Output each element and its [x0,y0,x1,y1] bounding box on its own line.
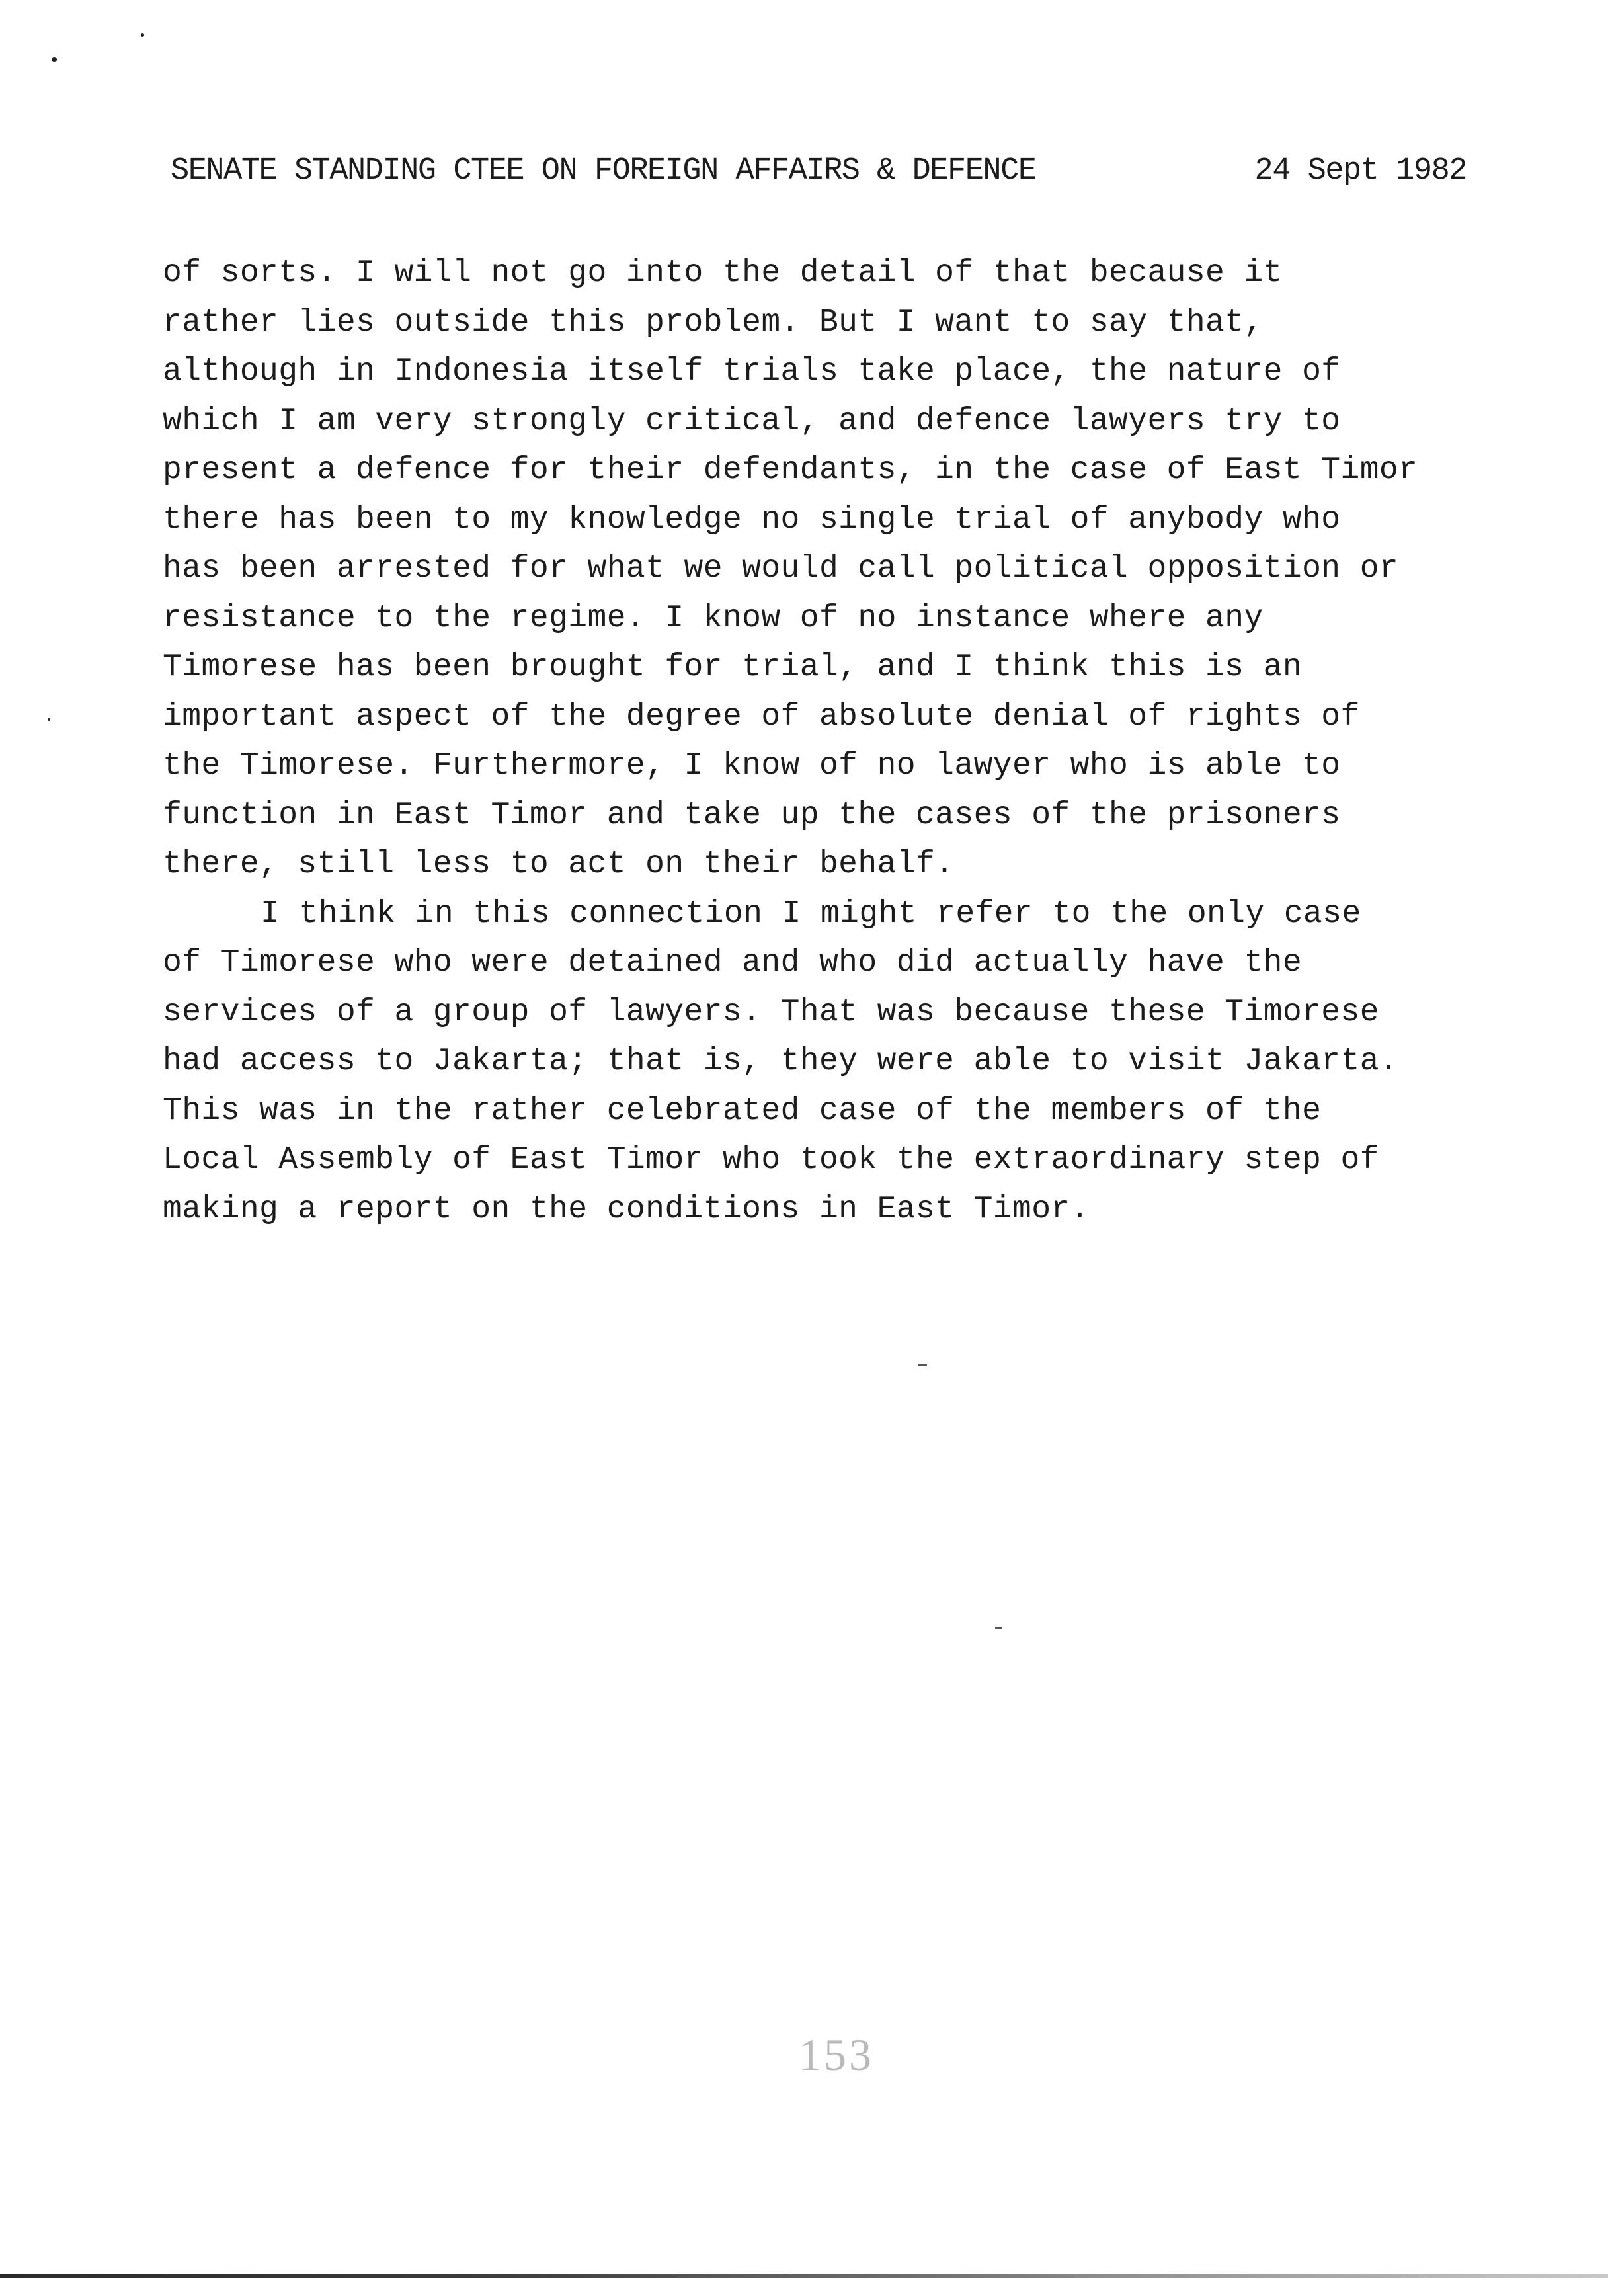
paragraph [163,889,1485,1235]
text-line: function in East Timor and take up the cases of the prisoners [163,797,1341,833]
header-title: SENATE STANDING CTEE ON FOREIGN AFFAIRS & DEFENCE [171,153,1036,188]
text-line: important aspect of the degree of absolute denial of rights of [163,698,1360,735]
text-line: has been arrested for what we would call political opposition or [163,551,1399,587]
text-line: there, still less to act on their behalf. [163,846,955,882]
text-line: of sorts. I will not go into the detail of that because it [163,255,1283,291]
scan-speck [52,57,57,62]
text-line: services of a group of lawyers. That was because these Timorese [163,994,1379,1030]
text-line: the Timorese. Furthermore, I know of no lawyer who is able to [163,748,1341,784]
text-line: had access to Jakarta; that is, they were able to visit Jakarta. [163,1044,1399,1079]
scan-edge-rule [0,2274,1608,2278]
scan-speck [48,718,50,721]
text-line: making a report on the conditions in East Timor. [163,1191,1090,1227]
scan-speck [141,33,144,37]
text-line: resistance to the regime. I know of no instance where any [163,600,1264,636]
paragraph [163,249,1485,889]
text-line: I think in this connection I might refer to the only case [261,895,1361,932]
text-line: Timorese has been brought for trial, and I think this is an [163,649,1303,685]
scan-mark [995,1627,1002,1629]
text-line: Local Assembly of East Timor who took the extraordinary step of [163,1142,1379,1178]
text-line: This was in the rather celebrated case of the members of the [163,1092,1322,1129]
header-date: 24 Sept 1982 [1254,153,1467,188]
document-body [163,249,1485,1234]
document-header [171,148,1467,194]
page-number: 153 [799,2030,874,2080]
scan-mark [918,1364,927,1366]
text-line: rather lies outside this problem. But I want to say that, [163,304,1264,341]
text-line: there has been to my knowledge no single trial of anybody who [163,501,1341,538]
text-line: although in Indonesia itself trials take place, the nature of [163,354,1341,390]
text-line: of Timorese who were detained and who did actually have the [163,945,1303,981]
text-line: which I am very strongly critical, and defence lawyers try to [163,403,1341,439]
text-line: present a defence for their defendants, in the case of East Timor [163,452,1418,488]
